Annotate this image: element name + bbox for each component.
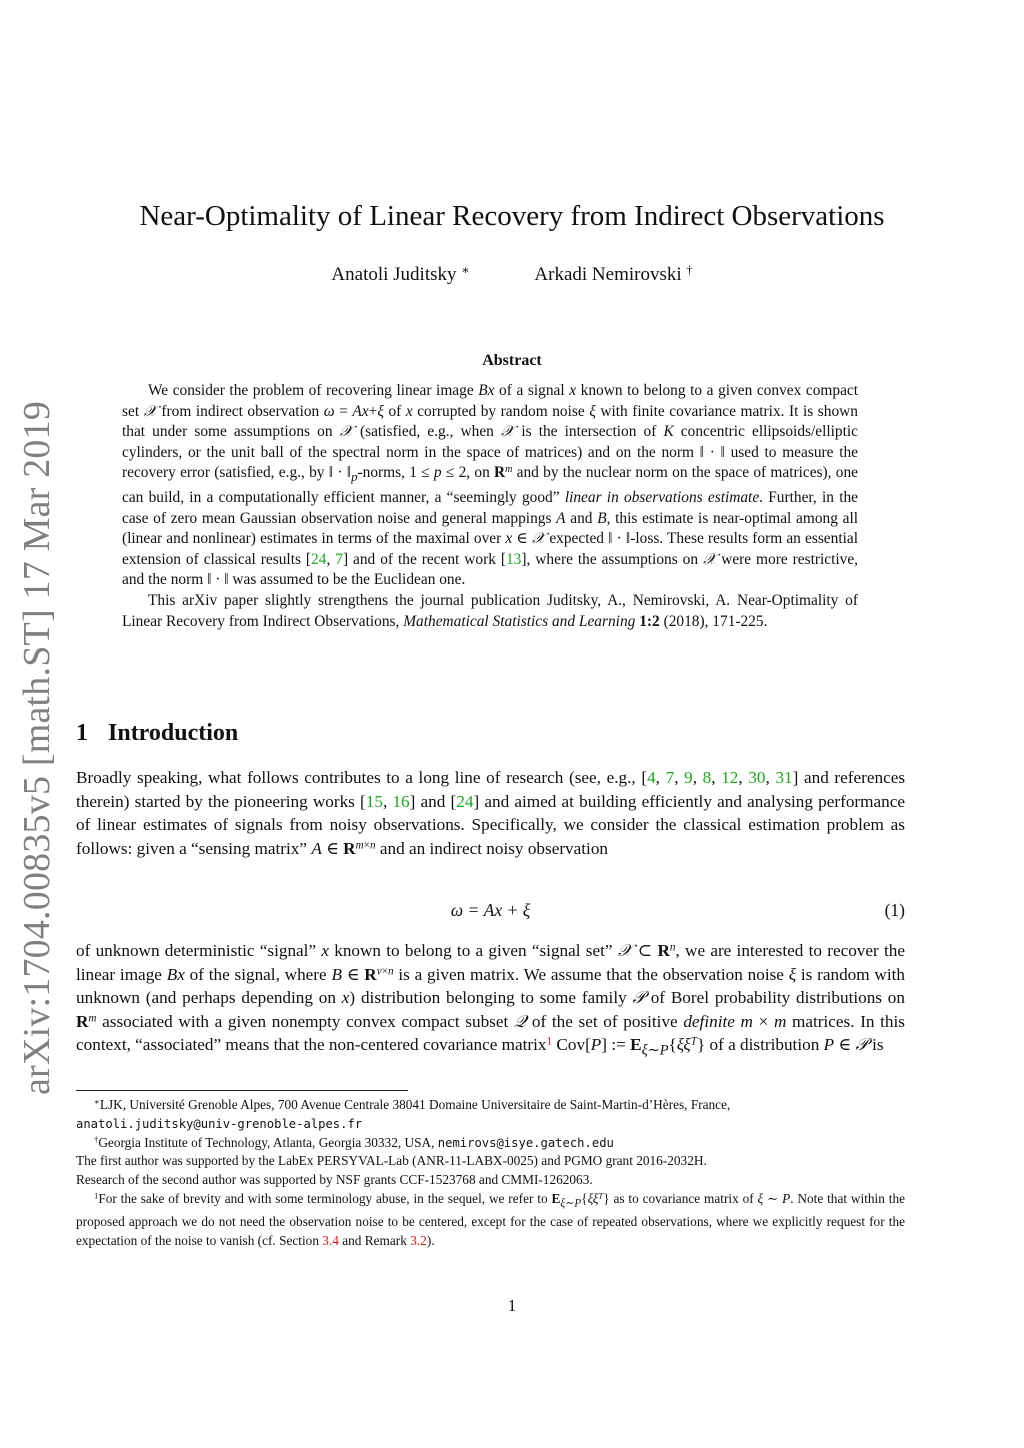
footnotes — [76, 1096, 905, 1251]
citation-link[interactable]: 24 — [311, 550, 327, 568]
abstract-body — [122, 381, 858, 632]
citation-link[interactable]: 30 — [748, 768, 766, 787]
author-2: Arkadi Nemirovski † — [534, 262, 693, 285]
footnote-grant-1: The first author was supported by the LabEx PERSYVAL-Lab (ANR-11-LABX-0025) and PGMO grant 2016-2032H. — [76, 1153, 707, 1169]
author-1: Anatoli Juditsky ∗ — [331, 262, 470, 285]
section-heading: 1 Introduction — [76, 720, 239, 746]
email-link[interactable]: anatoli.juditsky@univ-grenoble-alpes.fr — [76, 1116, 363, 1131]
citation-link[interactable]: 4 — [647, 768, 656, 787]
citation-link[interactable]: 16 — [392, 791, 410, 811]
abstract-paragraph-1: We consider the problem of recovering linear image Bx of a signal x known to belong to a given convex compact set 𝒳 from indirect observation ω = Ax+ξ of x corrupted by random noise ξ with finite covariance matrix. It is shown that under some assumptions on 𝒳 (satisfied, e.g., when 𝒳 is the intersection of K concentric ellipsoids/elliptic cylinders, or the unit ball of the spectral norm in the space of matrices) and on the norm ‖ · ‖ used to measure the recovery error (satisfied, e.g., by ‖ · $‖_p$-norms, 1 ≤ p ≤ 2, on $R^m$ and by the nuclear norm on the space of matrices), one can build, in a computationally efficient manner, a “seemingly good” linear in observations estimate. Further, in the case of zero mean Gaussian observation noise and general mappings A and B, this estimate is near-optimal among all (linear and nonlinear) estimates in terms of the maximal over x ∈ 𝒳 expected ‖ · ‖-loss. These results form an essential extension of classical results [24, 7] and of the recent work [13], where the assumptions on 𝒳 were more restrictive, and the norm ‖ · ‖ was assumed to be the Euclidean one. — [122, 382, 859, 589]
author-list — [0, 264, 1024, 286]
abstract-heading: Abstract — [482, 352, 542, 369]
equation-1 — [76, 900, 905, 926]
footnote-divider — [76, 1090, 408, 1091]
page-number: 1 — [507, 1296, 517, 1315]
citation-link[interactable]: 12 — [721, 768, 739, 787]
footnote-mark[interactable]: 1 — [546, 1035, 553, 1048]
remark-reference-link[interactable]: 3.2 — [410, 1233, 427, 1249]
citation-link[interactable]: 24 — [456, 791, 474, 811]
arxiv-stamp: arXiv:1704.00835v5 [math.ST] 17 Mar 2019 — [16, 400, 58, 1096]
equation-number: (1) — [884, 900, 905, 920]
citation-link[interactable]: 31 — [775, 768, 793, 787]
section-reference-link[interactable]: 3.4 — [322, 1233, 339, 1249]
citation-link[interactable]: 13 — [505, 550, 522, 568]
equation-body: ω = Ax + ξ — [450, 900, 531, 920]
citation-link[interactable]: 7 — [335, 550, 343, 568]
citation-link[interactable]: 9 — [684, 768, 693, 787]
paper-title: Near-Optimality of Linear Recovery from Indirect Observations — [139, 200, 885, 232]
intro-paragraph-2: of unknown deterministic “signal” x known to belong to a given “signal set” 𝒳 ⊂ $R^n$, we are interested to recover the linear image Bx of the signal, where B ∈ $R^{\nu\times n}$ is a given matrix. We assume that the observation noise ξ is random with unknown (and perhaps depending on x) distribution belonging to some family 𝒫 of Borel probability distributions on $R^m$ associated with a given nonempty convex compact subset 𝒬 of the set of positive definite m × m matrices. In this context, “associated” means that the non-centered covariance matrix$^1$ Cov[P] := $E_{\xi\sim P}\{\xi\xi^T\}$ of a distribution P ∈ 𝒫 is — [76, 941, 905, 1059]
email-link[interactable]: nemirovs@isye.gatech.edu — [437, 1135, 614, 1150]
citation-link[interactable]: 15 — [365, 791, 383, 811]
footnote-star-email — [76, 1115, 905, 1134]
footnote-1: $^1$For the sake of brevity and with some terminology abuse, in the sequel, we refer to $E_{\xi\sim P}\{\xi\xi^T\}$ as to covariance matrix of ξ ∼ P. Note that within the proposed approach we do not need the observation noise to be centered, except for the case of repeated observations, where we explicitly request for the expectation of the noise to vanish (cf. Section 3.4 and Remark 3.2). — [76, 1190, 905, 1249]
intro-paragraph-1: Broadly speaking, what follows contributes to a long line of research (see, e.g., [4, 7, 9, 8, 12, 30, 31] and references therein) started by the pioneering works [15, 16] and [24] and aimed at building efficiently and analysing performance of linear estimates of signals from noisy observations. Specifically, we consider the classical estimation problem as follows: given a “sensing matrix” A ∈ $R^{m\times n}$ and an indirect noisy observation — [76, 768, 906, 858]
footnote-star: ∗LJK, Université Grenoble Alpes, 700 Avenue Centrale 38041 Domaine Universitaire de Saint-Martin-d’Hères, France, — [94, 1096, 731, 1112]
abstract-paragraph-2: This arXiv paper slightly strengthens the journal publication Juditsky, A., Nemirovski, A. Near-Optimality of Linear Recovery from Indirect Observations, Mathematical Statistics and Learning 1:2 (2018), 171-225. — [122, 592, 858, 630]
citation-link[interactable]: 8 — [702, 768, 712, 787]
footnote-grant-2: Research of the second author was supported by NSF grants CCF-1523768 and CMMI-1262063. — [76, 1172, 593, 1188]
citation-link[interactable]: 7 — [665, 768, 675, 787]
footnote-dagger: †Georgia Institute of Technology, Atlanta, Georgia 30332, USA, nemirovs@isye.gatech.edu — [94, 1134, 614, 1150]
